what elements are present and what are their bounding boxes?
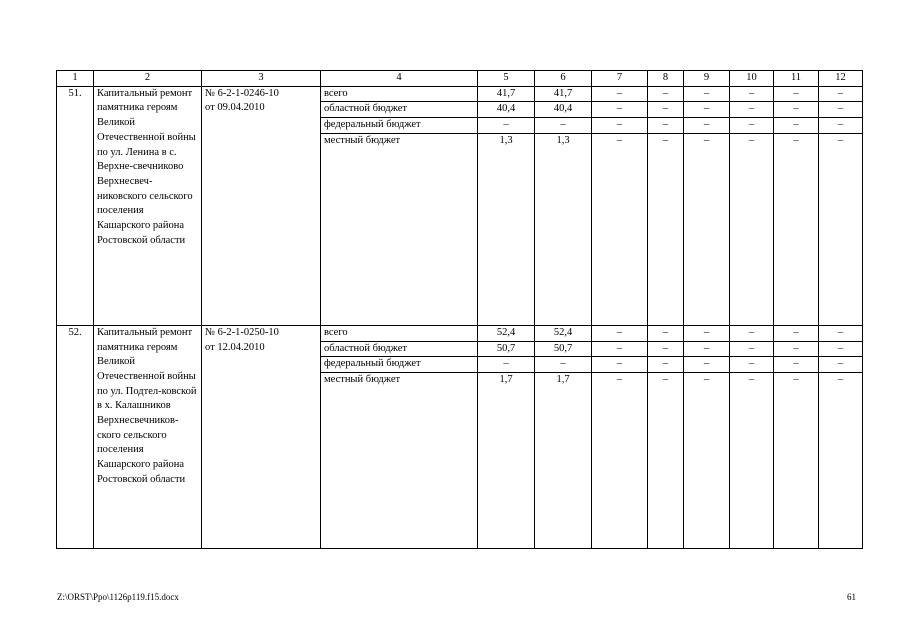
object-name: Капитальный ремонт памятника героям Великой Отечественной войны по ул. Ленина в с. Верхне-свечниково Верхнесвеч-никовского сельского поселения Кашарского района Ростовской области <box>94 86 202 325</box>
value-cell: – <box>478 118 535 134</box>
value-cell: – <box>684 86 730 102</box>
value-cell: – <box>535 357 592 373</box>
object-name: Капитальный ремонт памятника героям Великой Отечественной войны по ул. Подтел-ковской в х. Калашников Верхнесвечников-ского сельского поселения Кашарского района Ростовской области <box>94 325 202 548</box>
value-cell: – <box>684 341 730 357</box>
value-cell: 1,3 <box>478 133 535 325</box>
value-cell: 52,4 <box>535 325 592 341</box>
value-cell: – <box>774 118 819 134</box>
value-cell: 1,7 <box>535 372 592 548</box>
funding-source: областной бюджет <box>321 102 478 118</box>
value-cell: – <box>648 372 684 548</box>
value-cell: – <box>648 86 684 102</box>
column-number: 8 <box>648 71 684 87</box>
value-cell: – <box>592 325 648 341</box>
value-cell: – <box>774 357 819 373</box>
value-cell: 52,4 <box>478 325 535 341</box>
value-cell: – <box>648 133 684 325</box>
document-reference <box>202 325 321 548</box>
column-number: 7 <box>592 71 648 87</box>
row-number: 52. <box>57 325 94 548</box>
funding-source: федеральный бюджет <box>321 357 478 373</box>
value-cell: – <box>730 357 774 373</box>
value-cell: – <box>819 102 863 118</box>
value-cell: – <box>819 341 863 357</box>
funding-source: местный бюджет <box>321 133 478 325</box>
document-reference <box>202 86 321 325</box>
column-number-row <box>57 71 863 87</box>
funding-source: всего <box>321 325 478 341</box>
value-cell: – <box>684 118 730 134</box>
value-cell: 40,4 <box>478 102 535 118</box>
column-number: 6 <box>535 71 592 87</box>
funding-source: всего <box>321 86 478 102</box>
column-number: 12 <box>819 71 863 87</box>
column-number: 4 <box>321 71 478 87</box>
file-path: Z:\ORST\Ppo\1126p119.f15.docx <box>57 592 179 602</box>
value-cell: – <box>648 325 684 341</box>
value-cell: – <box>592 341 648 357</box>
value-cell: – <box>774 372 819 548</box>
value-cell: – <box>730 372 774 548</box>
value-cell: 1,3 <box>535 133 592 325</box>
table-row <box>57 86 863 102</box>
value-cell: – <box>774 341 819 357</box>
column-number: 1 <box>57 71 94 87</box>
value-cell: – <box>684 372 730 548</box>
column-number: 2 <box>94 71 202 87</box>
value-cell: – <box>730 118 774 134</box>
document-number: № 6-2-1-0246-10 <box>205 87 279 99</box>
value-cell: – <box>774 86 819 102</box>
value-cell: – <box>819 133 863 325</box>
value-cell: – <box>684 133 730 325</box>
value-cell: – <box>535 118 592 134</box>
value-cell: 50,7 <box>535 341 592 357</box>
row-number: 51. <box>57 86 94 325</box>
value-cell: 40,4 <box>535 102 592 118</box>
value-cell: – <box>684 357 730 373</box>
value-cell: – <box>730 86 774 102</box>
value-cell: – <box>819 325 863 341</box>
funding-source: областной бюджет <box>321 341 478 357</box>
value-cell: – <box>819 357 863 373</box>
column-number: 11 <box>774 71 819 87</box>
value-cell: 1,7 <box>478 372 535 548</box>
column-number: 5 <box>478 71 535 87</box>
document-number: № 6-2-1-0250-10 <box>205 326 279 338</box>
value-cell: – <box>774 102 819 118</box>
value-cell: – <box>730 341 774 357</box>
column-number: 9 <box>684 71 730 87</box>
value-cell: – <box>819 118 863 134</box>
budget-table <box>56 70 863 549</box>
value-cell: – <box>592 357 648 373</box>
value-cell: – <box>478 357 535 373</box>
value-cell: – <box>648 118 684 134</box>
value-cell: – <box>648 341 684 357</box>
document-date: от 12.04.2010 <box>205 341 265 353</box>
value-cell: – <box>592 372 648 548</box>
value-cell: – <box>592 86 648 102</box>
document-date: от 09.04.2010 <box>205 102 265 114</box>
value-cell: – <box>592 118 648 134</box>
value-cell: – <box>684 325 730 341</box>
column-number: 3 <box>202 71 321 87</box>
value-cell: 41,7 <box>478 86 535 102</box>
table-row <box>57 325 863 341</box>
value-cell: – <box>730 325 774 341</box>
value-cell: 50,7 <box>478 341 535 357</box>
funding-source: федеральный бюджет <box>321 118 478 134</box>
value-cell: – <box>592 133 648 325</box>
value-cell: – <box>774 133 819 325</box>
value-cell: – <box>684 102 730 118</box>
value-cell: 41,7 <box>535 86 592 102</box>
value-cell: – <box>730 133 774 325</box>
value-cell: – <box>730 102 774 118</box>
value-cell: – <box>592 102 648 118</box>
value-cell: – <box>819 372 863 548</box>
value-cell: – <box>648 357 684 373</box>
value-cell: – <box>648 102 684 118</box>
column-number: 10 <box>730 71 774 87</box>
funding-source: местный бюджет <box>321 372 478 548</box>
value-cell: – <box>819 86 863 102</box>
value-cell: – <box>774 325 819 341</box>
page-number: 61 <box>847 592 856 602</box>
